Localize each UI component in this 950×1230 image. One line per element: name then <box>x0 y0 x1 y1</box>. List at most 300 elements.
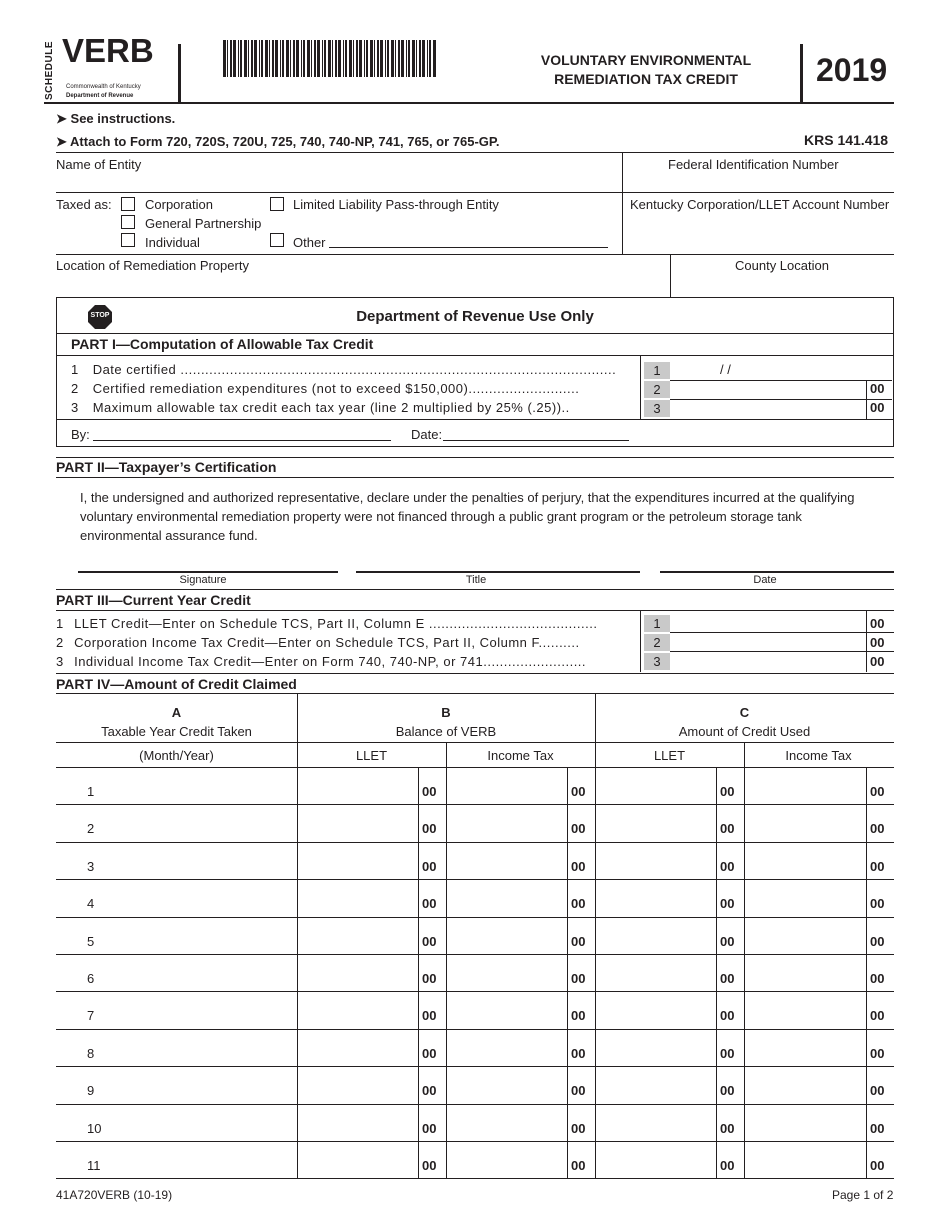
row-number: 9 <box>87 1083 95 1099</box>
by-label: By: <box>71 427 90 442</box>
barcode-bar <box>359 40 362 77</box>
barcode-bar <box>254 40 257 77</box>
col-c-title: Amount of Credit Used <box>678 724 811 739</box>
location-label: Location of Remediation Property <box>56 258 249 273</box>
part3-row-rule-2 <box>670 651 894 652</box>
line-number: 2 <box>71 381 79 396</box>
balance-llet-field[interactable] <box>298 1145 418 1174</box>
cents-label: 00 <box>422 933 437 949</box>
barcode-bar <box>238 40 239 77</box>
barcode-bar <box>345 40 347 77</box>
barcode-bar <box>391 40 394 77</box>
credit-used-income-tax-field[interactable] <box>745 995 866 1024</box>
row-number: 1 <box>87 784 95 799</box>
part2-title: PART II—Taxpayer’s Certification <box>56 459 277 475</box>
row-rule <box>56 1104 894 1105</box>
barcode-bar <box>265 40 268 77</box>
credit-used-llet-field[interactable] <box>596 883 716 912</box>
title-field[interactable] <box>356 571 640 573</box>
col-b-income-subheader: Income Tax <box>487 748 554 763</box>
dor-title: Department of Revenue Use Only <box>356 308 594 325</box>
part3-line-3 <box>56 654 636 669</box>
county-field[interactable] <box>674 276 892 294</box>
cents-label: 00 <box>571 933 586 949</box>
individual-income-tax-credit-field[interactable] <box>674 653 864 670</box>
part1-box-3: 3 <box>644 400 670 417</box>
line-text: Certified remediation expenditures (not to exceed $150,000)........................... <box>92 381 580 396</box>
barcode-bar <box>419 40 421 77</box>
cents-label: 00 <box>571 1158 586 1173</box>
llpe-checkbox[interactable] <box>270 197 284 211</box>
header-divider-right <box>800 44 803 102</box>
month-year-field[interactable] <box>110 1108 290 1137</box>
barcode <box>223 40 437 77</box>
part3-cents-2: 00 <box>870 635 885 650</box>
row-rule <box>56 1066 894 1067</box>
balance-llet-field[interactable] <box>298 846 418 875</box>
barcode-bar <box>261 40 263 77</box>
part1-vrule <box>640 355 641 419</box>
row-rule <box>56 1178 894 1179</box>
see-instructions <box>56 111 175 127</box>
entity-divider <box>622 152 623 254</box>
row-number: 2 <box>87 821 95 837</box>
barcode-bar <box>366 40 368 77</box>
cents-label: 00 <box>422 896 437 912</box>
balance-llet-field[interactable] <box>298 1108 418 1137</box>
barcode-bar <box>338 40 341 77</box>
credit-used-income-tax-field[interactable] <box>745 1145 866 1174</box>
col-b-letter: B <box>441 705 451 720</box>
col-b-llet-subheader: LLET <box>355 748 388 763</box>
cents-label: 00 <box>720 1083 735 1099</box>
balance-income-tax-field[interactable] <box>447 1145 567 1174</box>
llpe-label: Limited Liability Pass-through Entity <box>293 197 499 212</box>
part3-line-1 <box>56 616 636 631</box>
balance-income-tax-field[interactable] <box>447 846 567 875</box>
month-year-field[interactable] <box>110 883 290 912</box>
arrow-icon: ➤ <box>56 134 67 149</box>
line-number: 3 <box>56 654 64 669</box>
cents-divider-b2 <box>567 767 568 1179</box>
credit-used-income-tax-field[interactable] <box>745 1108 866 1137</box>
barcode-bar <box>364 40 365 77</box>
barcode-bar <box>240 40 242 77</box>
month-year-field[interactable] <box>110 958 290 987</box>
cert-date-field[interactable] <box>660 571 894 573</box>
balance-income-tax-field[interactable] <box>447 958 567 987</box>
credit-used-income-tax-field[interactable] <box>745 883 866 912</box>
barcode-bar <box>275 40 278 77</box>
part1-rule <box>57 355 893 356</box>
header-divider-left <box>178 44 181 102</box>
dor-rule <box>57 333 893 334</box>
balance-income-tax-field[interactable] <box>447 808 567 837</box>
commonwealth-text: Commonwealth of Kentucky <box>66 84 141 90</box>
balance-llet-field[interactable] <box>298 1070 418 1099</box>
barcode-bar <box>282 40 284 77</box>
krs-reference: KRS 141.418 <box>804 132 889 148</box>
line-number: 2 <box>56 635 64 650</box>
barcode-bar <box>280 40 281 77</box>
row-rule <box>56 991 894 992</box>
credit-used-llet-field[interactable] <box>596 846 716 875</box>
barcode-bar <box>230 40 232 77</box>
col-b-title: Balance of VERB <box>395 724 497 739</box>
form-title-line2: REMEDIATION TAX CREDIT <box>554 71 738 87</box>
barcode-bar <box>293 40 295 77</box>
row-number: 3 <box>87 858 95 874</box>
row-rule <box>56 879 894 880</box>
col-c-header <box>595 703 894 741</box>
signature-label: Signature <box>179 574 227 586</box>
cents-label: 00 <box>870 933 885 949</box>
balance-income-tax-field[interactable] <box>447 1033 567 1062</box>
name-of-entity-field[interactable] <box>56 174 620 190</box>
certification-statement: I, the undersigned and authorized representative, declare under the penalties of perjury, that the expenditures incurred at the qualifying voluntary environmental remediation property were not financed through a public grant program or the petroleum storage tank environmental assurance fund. <box>80 490 855 543</box>
cents-label: 00 <box>571 1120 586 1136</box>
balance-llet-field[interactable] <box>298 995 418 1024</box>
part3-top-rule <box>56 589 894 590</box>
credit-used-income-tax-field[interactable] <box>745 771 866 800</box>
part3-cents-1: 00 <box>870 616 885 631</box>
cents-label: 00 <box>870 971 885 986</box>
barcode-bar <box>303 40 305 77</box>
credit-used-llet-field[interactable] <box>596 921 716 950</box>
part1-title: PART I—Computation of Allowable Tax Credit <box>71 336 374 352</box>
cents-label: 00 <box>422 1158 437 1173</box>
barcode-bar <box>223 40 226 77</box>
balance-llet-field[interactable] <box>298 921 418 950</box>
barcode-bar <box>251 40 253 77</box>
barcode-bar <box>317 40 320 77</box>
row-rule <box>56 917 894 918</box>
row-rule <box>56 1141 894 1142</box>
cents-label: 00 <box>720 1008 735 1024</box>
cents-label: 00 <box>720 896 735 912</box>
credit-used-income-tax-field[interactable] <box>745 1070 866 1099</box>
balance-income-tax-field[interactable] <box>447 921 567 950</box>
balance-llet-field[interactable] <box>298 883 418 912</box>
entity-top-rule <box>56 152 894 153</box>
cents-divider-c1 <box>716 767 717 1179</box>
row-number: 10 <box>87 1120 102 1136</box>
schedule-code: VERB <box>62 32 154 69</box>
cents-label: 00 <box>720 784 735 799</box>
part1-line-3 <box>71 400 631 415</box>
barcode-bar <box>335 40 337 77</box>
balance-llet-field[interactable] <box>298 958 418 987</box>
month-year-field[interactable] <box>110 808 290 837</box>
barcode-bar <box>416 40 417 77</box>
barcode-bar <box>272 40 274 77</box>
cents-label: 00 <box>422 784 437 799</box>
see-instructions-text: See instructions. <box>70 111 176 126</box>
county-divider <box>670 254 671 298</box>
credit-used-income-tax-field[interactable] <box>745 808 866 837</box>
cents-label: 00 <box>870 1158 885 1173</box>
col-a-subheader: (Month/Year) <box>139 748 214 763</box>
barcode-bar <box>328 40 331 77</box>
llet-credit-field[interactable] <box>674 615 864 632</box>
barcode-bar <box>322 40 323 77</box>
barcode-bar <box>406 40 407 77</box>
credit-used-income-tax-field[interactable] <box>745 921 866 950</box>
barcode-bar <box>408 40 410 77</box>
title-label: Title <box>465 574 487 586</box>
row-number: 11 <box>87 1158 101 1173</box>
col-a-title: Taxable Year Credit Taken <box>101 724 252 739</box>
other-field[interactable] <box>329 247 608 248</box>
cents-label: 00 <box>870 858 885 874</box>
balance-llet-field[interactable] <box>298 771 418 800</box>
col-c-llet-subheader: LLET <box>653 748 686 763</box>
row-rule <box>56 1029 894 1030</box>
barcode-bar <box>311 40 312 77</box>
cents-label: 00 <box>870 784 885 799</box>
part1-box-2: 2 <box>644 381 670 398</box>
month-year-field[interactable] <box>110 846 290 875</box>
general-partnership-checkbox[interactable] <box>121 215 135 229</box>
balance-income-tax-field[interactable] <box>447 995 567 1024</box>
row-number: 7 <box>87 1008 95 1024</box>
col-a-header <box>56 703 297 741</box>
cents-label: 00 <box>571 1083 586 1099</box>
cents-label: 00 <box>422 821 437 837</box>
balance-llet-field[interactable] <box>298 808 418 837</box>
barcode-bar <box>248 40 249 77</box>
barcode-bar <box>422 40 425 77</box>
cents-2: 00 <box>870 381 885 396</box>
cert-date-label: Date <box>753 574 777 586</box>
cents-label: 00 <box>422 1083 437 1099</box>
month-year-field[interactable] <box>110 771 290 800</box>
credit-used-income-tax-field[interactable] <box>745 846 866 875</box>
corporation-income-tax-credit-field[interactable] <box>674 634 864 651</box>
cents-label: 00 <box>422 1120 437 1136</box>
col-c-letter: C <box>739 705 750 720</box>
barcode-bar <box>370 40 373 77</box>
part3-line-2 <box>56 635 636 650</box>
line-text: Maximum allowable tax credit each tax year (line 2 multiplied by 25% (.25)).. <box>92 400 570 415</box>
attach-text: Attach to Form 720, 720S, 720U, 725, 740, 740-NP, 741, 765, or 765-GP. <box>70 134 500 149</box>
part1-box-1: 1 <box>644 362 670 379</box>
cents-label: 00 <box>422 858 437 874</box>
barcode-bar <box>377 40 379 77</box>
general-partnership-label: General Partnership <box>145 216 262 231</box>
individual-checkbox[interactable] <box>121 233 135 247</box>
month-year-field[interactable] <box>110 1070 290 1099</box>
part1-line-2 <box>71 381 631 396</box>
row-rule <box>56 804 894 805</box>
cents-label: 00 <box>422 1045 437 1061</box>
corporation-label: Corporation <box>145 197 213 212</box>
barcode-bar <box>374 40 375 77</box>
balance-llet-field[interactable] <box>298 1033 418 1062</box>
part1-line-1 <box>71 362 631 377</box>
cents-label: 00 <box>870 1083 885 1099</box>
col-a-letter: A <box>171 705 182 720</box>
month-year-field[interactable] <box>110 1033 290 1062</box>
schedule-vertical-label: SCHEDULE <box>44 40 55 100</box>
col-b-header <box>297 703 595 741</box>
barcode-bar <box>385 40 386 77</box>
cents-label: 00 <box>870 821 885 837</box>
barcode-bar <box>301 40 302 77</box>
account-number-field[interactable] <box>626 216 892 246</box>
line-text: Individual Income Tax Credit—Enter on Form 740, 740-NP, or 741......................... <box>74 654 587 669</box>
location-field[interactable] <box>56 276 666 294</box>
barcode-bar <box>290 40 291 77</box>
line-text: Corporation Income Tax Credit—Enter on Schedule TCS, Part II, Column F.......... <box>74 635 580 650</box>
department-text: Department of Revenue <box>66 93 134 99</box>
credit-used-llet-field[interactable] <box>596 1070 716 1099</box>
line-text: LLET Credit—Enter on Schedule TCS, Part II, Column E ......................................... <box>74 616 598 631</box>
barcode-bar <box>353 40 354 77</box>
credit-used-llet-field[interactable] <box>596 958 716 987</box>
barcode-bar <box>412 40 415 77</box>
part4-subheader-rule <box>56 767 894 768</box>
cents-label: 00 <box>720 1120 735 1136</box>
page-number: Page 1 of 2 <box>832 1188 894 1202</box>
barcode-bar <box>395 40 396 77</box>
barcode-bar <box>429 40 431 77</box>
cents-label: 00 <box>571 821 586 837</box>
attach-instruction <box>56 134 500 150</box>
row-rule <box>56 954 894 955</box>
cents-label: 00 <box>571 1008 586 1024</box>
month-year-field[interactable] <box>110 995 290 1024</box>
row-number: 8 <box>87 1045 95 1061</box>
barcode-bar <box>433 40 436 77</box>
entity-row-rule <box>56 192 894 193</box>
date-label: Date: <box>411 427 443 442</box>
month-year-field[interactable] <box>110 1145 290 1174</box>
part2-title-rule <box>56 477 894 478</box>
part3-row-rule-1 <box>670 632 894 633</box>
credit-used-llet-field[interactable] <box>596 1145 716 1174</box>
credit-used-llet-field[interactable] <box>596 1033 716 1062</box>
part2-top-rule <box>56 457 894 458</box>
credit-used-income-tax-field[interactable] <box>745 1033 866 1062</box>
part4-title: PART IV—Amount of Credit Claimed <box>56 676 297 692</box>
form-title <box>512 51 780 89</box>
row-number: 6 <box>87 971 95 986</box>
cents-divider-b1 <box>418 767 419 1179</box>
part3-cents-divider <box>866 610 867 672</box>
barcode-bar <box>427 40 428 77</box>
credit-used-llet-field[interactable] <box>596 1108 716 1137</box>
cents-label: 00 <box>571 784 586 799</box>
part3-title-rule <box>56 610 894 611</box>
part1-bottom-rule <box>57 419 893 420</box>
line-text: Date certified .......................................................................................................... <box>92 362 617 377</box>
cents-label: 00 <box>720 1045 735 1061</box>
line-number: 3 <box>71 400 79 415</box>
by-field[interactable] <box>93 440 391 441</box>
part3-cents-3: 00 <box>870 654 885 669</box>
account-number-label: Kentucky Corporation/LLET Account Number <box>630 197 890 212</box>
barcode-bar <box>380 40 383 77</box>
other-checkbox[interactable] <box>270 233 284 247</box>
cents-label: 00 <box>870 896 885 912</box>
barcode-bar <box>349 40 352 77</box>
credit-used-llet-field[interactable] <box>596 771 716 800</box>
cents-divider-c2 <box>866 767 867 1179</box>
part3-box-2: 2 <box>644 634 670 651</box>
barcode-bar <box>387 40 389 77</box>
stop-icon <box>87 304 113 330</box>
part3-box-3: 3 <box>644 653 670 670</box>
row-number: 4 <box>87 896 95 912</box>
barcode-bar <box>343 40 344 77</box>
barcode-bar <box>324 40 326 77</box>
fein-field[interactable] <box>626 174 892 190</box>
corporation-checkbox[interactable] <box>121 197 135 211</box>
fein-label: Federal Identification Number <box>668 157 839 172</box>
barcode-bar <box>259 40 260 77</box>
other-label: Other <box>293 235 326 250</box>
arrow-icon: ➤ <box>56 111 67 126</box>
cents-label: 00 <box>571 971 586 986</box>
part4-header-rule <box>56 742 894 743</box>
date-field[interactable] <box>443 440 629 441</box>
cents-label: 00 <box>720 971 735 986</box>
barcode-bar <box>286 40 289 77</box>
stop-text: STOP <box>90 312 110 319</box>
col-c-income-subheader: Income Tax <box>785 748 852 763</box>
max-allowable-credit-field[interactable] <box>672 400 864 417</box>
taxed-as-label: Taxed as: <box>56 197 112 212</box>
credit-used-income-tax-field[interactable] <box>745 958 866 987</box>
balance-income-tax-field[interactable] <box>447 1108 567 1137</box>
header-rule <box>44 102 894 104</box>
line-number: 1 <box>56 616 64 631</box>
cents-label: 00 <box>870 1045 885 1061</box>
row-number: 5 <box>87 933 95 949</box>
name-of-entity-label: Name of Entity <box>56 157 142 172</box>
cents-label: 00 <box>720 821 735 837</box>
credit-used-llet-field[interactable] <box>596 808 716 837</box>
cents-label: 00 <box>571 858 586 874</box>
cents-label: 00 <box>720 933 735 949</box>
cents-label: 00 <box>422 971 437 986</box>
entity-row-rule-2 <box>56 254 894 255</box>
barcode-bar <box>356 40 358 77</box>
barcode-bar <box>269 40 270 77</box>
cents-label: 00 <box>720 858 735 874</box>
date-certified-field[interactable]: / / <box>720 362 731 377</box>
month-year-field[interactable] <box>110 921 290 950</box>
barcode-bar <box>244 40 247 77</box>
balance-income-tax-field[interactable] <box>447 883 567 912</box>
barcode-bar <box>227 40 228 77</box>
credit-used-llet-field[interactable] <box>596 995 716 1024</box>
remediation-expenditures-field[interactable] <box>672 381 864 398</box>
barcode-bar <box>307 40 310 77</box>
barcode-bar <box>398 40 400 77</box>
cents-label: 00 <box>571 1045 586 1061</box>
tax-year: 2019 <box>816 52 888 88</box>
part3-vrule <box>640 610 641 672</box>
part3-title: PART III—Current Year Credit <box>56 592 251 608</box>
barcode-bar <box>332 40 333 77</box>
balance-income-tax-field[interactable] <box>447 1070 567 1099</box>
signature-field[interactable] <box>78 571 338 573</box>
cents-label: 00 <box>571 896 586 912</box>
balance-income-tax-field[interactable] <box>447 771 567 800</box>
barcode-bar <box>401 40 404 77</box>
